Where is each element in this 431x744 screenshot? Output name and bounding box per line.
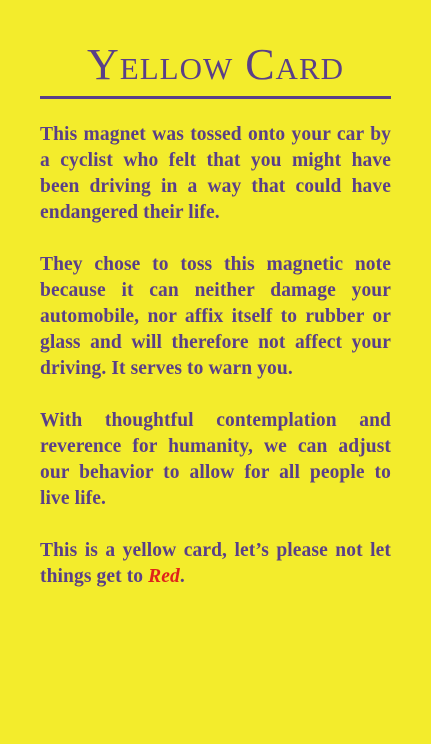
- card-body: [40, 122, 391, 590]
- paragraph-closing: [40, 538, 391, 590]
- title-divider: [40, 96, 391, 99]
- paragraph-intro: This magnet was tossed onto your car by a cyclist who felt that you might have been driving in a way that could have endangered their life.: [40, 124, 391, 223]
- paragraph-reflection: With thoughtful contemplation and reverence for humanity, we can adjust our behavior to allow for all people to live life.: [40, 410, 391, 509]
- paragraph-reason: They chose to toss this magnetic note because it can neither damage your automobile, nor affix itself to rubber or glass and will therefore not affect your driving. It serves to warn you.: [40, 254, 391, 379]
- closing-suffix: .: [179, 566, 185, 587]
- card-title: Yellow Card: [86, 40, 345, 89]
- red-highlight-word: Red: [148, 566, 180, 587]
- closing-prefix: This is a yellow card, let’s please not let things get to: [40, 540, 391, 587]
